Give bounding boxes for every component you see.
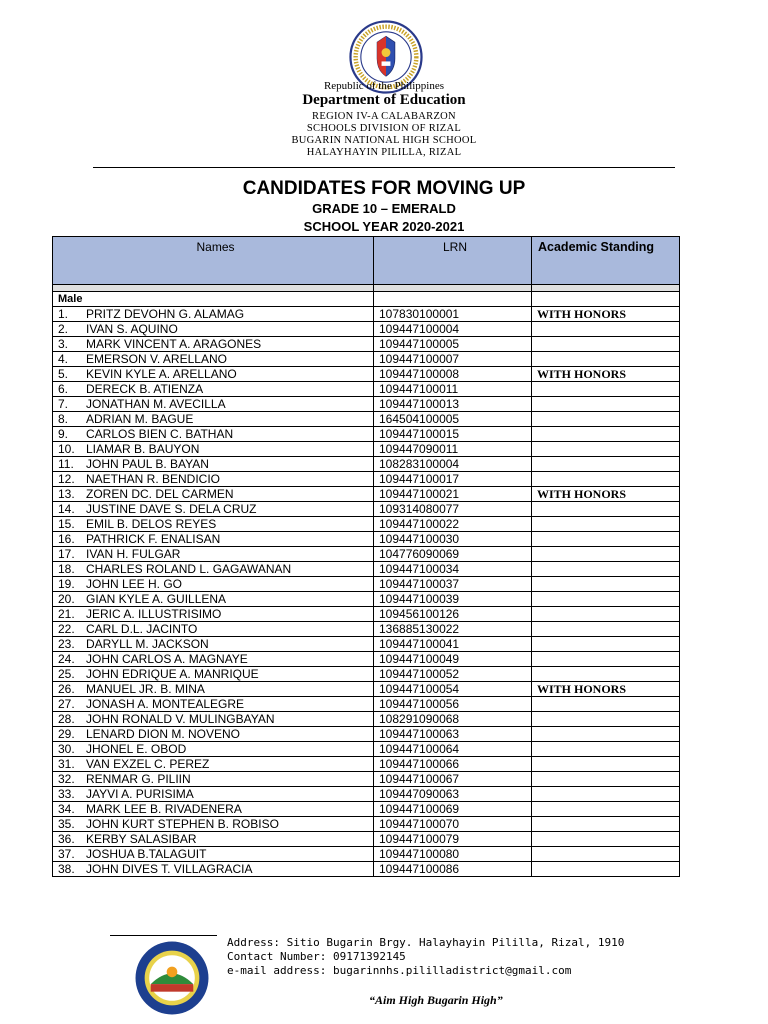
lrn-cell: 109447100067 bbox=[374, 772, 532, 787]
table-row bbox=[53, 427, 680, 442]
lrn-cell: 164504100005 bbox=[374, 412, 532, 427]
header-divider bbox=[93, 167, 675, 168]
table-row bbox=[53, 397, 680, 412]
student-name-cell bbox=[53, 412, 374, 427]
row-number: 14. bbox=[58, 502, 75, 516]
academic-standing-cell bbox=[532, 322, 680, 337]
student-name: NAETHAN R. BENDICIO bbox=[86, 472, 221, 486]
academic-standing-cell bbox=[532, 517, 680, 532]
row-number: 2. bbox=[58, 322, 69, 336]
row-number: 24. bbox=[58, 652, 75, 666]
lrn-cell: 109447100034 bbox=[374, 562, 532, 577]
lrn-cell: 109447100052 bbox=[374, 667, 532, 682]
lrn-cell: 108291090068 bbox=[374, 712, 532, 727]
student-name-cell bbox=[53, 442, 374, 457]
academic-standing-cell bbox=[532, 832, 680, 847]
table-row bbox=[53, 802, 680, 817]
student-name-cell bbox=[53, 862, 374, 877]
student-name-cell bbox=[53, 427, 374, 442]
student-name: PATHRICK F. ENALISAN bbox=[86, 532, 221, 546]
student-name: EMIL B. DELOS REYES bbox=[86, 517, 217, 531]
student-name-cell bbox=[53, 787, 374, 802]
table-row bbox=[53, 382, 680, 397]
student-name: KEVIN KYLE A. ARELLANO bbox=[86, 367, 237, 381]
academic-standing-cell bbox=[532, 622, 680, 637]
table-row bbox=[53, 487, 680, 502]
lrn-cell: 109447100063 bbox=[374, 727, 532, 742]
student-name-cell bbox=[53, 367, 374, 382]
table-row bbox=[53, 442, 680, 457]
table-row bbox=[53, 667, 680, 682]
footer-address: Address: Sitio Bugarin Brgy. Halayhayin Pililla, Rizal, 1910 bbox=[227, 936, 625, 949]
row-number: 7. bbox=[58, 397, 69, 411]
student-name: JHONEL E. OBOD bbox=[86, 742, 187, 756]
lrn-cell: 109314080077 bbox=[374, 502, 532, 517]
location-line: HALAYHAYIN PILILLA, RIZAL bbox=[306, 147, 462, 158]
republic-line: Republic of the Philippines bbox=[323, 80, 445, 92]
column-header-standing: Academic Standing bbox=[532, 237, 680, 285]
student-name-cell bbox=[53, 802, 374, 817]
academic-standing-cell: WITH HONORS bbox=[532, 682, 680, 697]
table-row bbox=[53, 757, 680, 772]
row-number: 11. bbox=[58, 457, 74, 471]
student-name-cell bbox=[53, 847, 374, 862]
student-name: DERECK B. ATIENZA bbox=[86, 382, 204, 396]
table-row bbox=[53, 472, 680, 487]
row-number: 27. bbox=[58, 697, 75, 711]
lrn-cell: 109447100064 bbox=[374, 742, 532, 757]
lrn-cell: 109447100070 bbox=[374, 817, 532, 832]
student-name-cell bbox=[53, 667, 374, 682]
row-number: 9. bbox=[58, 427, 69, 441]
academic-standing-cell: WITH HONORS bbox=[532, 307, 680, 322]
row-number: 36. bbox=[58, 832, 75, 846]
row-number: 33. bbox=[58, 787, 75, 801]
table-row bbox=[53, 652, 680, 667]
table-row bbox=[53, 532, 680, 547]
academic-standing-cell bbox=[532, 427, 680, 442]
academic-standing-cell bbox=[532, 337, 680, 352]
footer-contact: Contact Number: 09171392145 bbox=[227, 950, 406, 963]
row-number: 16. bbox=[58, 532, 75, 546]
table-row bbox=[53, 457, 680, 472]
lrn-cell: 109447100041 bbox=[374, 637, 532, 652]
student-name-cell bbox=[53, 577, 374, 592]
academic-standing-cell bbox=[532, 607, 680, 622]
lrn-cell: 107830100001 bbox=[374, 307, 532, 322]
student-name-cell bbox=[53, 757, 374, 772]
lrn-cell: 109447100086 bbox=[374, 862, 532, 877]
academic-standing-cell bbox=[532, 472, 680, 487]
lrn-cell: 109447100015 bbox=[374, 427, 532, 442]
candidates-table bbox=[52, 236, 680, 877]
student-name: DARYLL M. JACKSON bbox=[86, 637, 209, 651]
student-name: EMERSON V. ARELLANO bbox=[86, 352, 227, 366]
academic-standing-cell bbox=[532, 667, 680, 682]
row-number: 30. bbox=[58, 742, 75, 756]
table-row bbox=[53, 577, 680, 592]
lrn-cell: 109447100056 bbox=[374, 697, 532, 712]
academic-standing-cell bbox=[532, 787, 680, 802]
student-name: VAN EXZEL C. PEREZ bbox=[86, 757, 210, 771]
student-name-cell bbox=[53, 322, 374, 337]
table-row bbox=[53, 307, 680, 322]
row-number: 20. bbox=[58, 592, 75, 606]
student-name: IVAN H. FULGAR bbox=[86, 547, 181, 561]
row-number: 10. bbox=[58, 442, 75, 456]
table-row bbox=[53, 637, 680, 652]
academic-standing-cell bbox=[532, 727, 680, 742]
table-row bbox=[53, 817, 680, 832]
row-number: 6. bbox=[58, 382, 69, 396]
student-name-cell bbox=[53, 817, 374, 832]
academic-standing-cell bbox=[532, 637, 680, 652]
student-name-cell bbox=[53, 547, 374, 562]
lrn-cell: 109447100030 bbox=[374, 532, 532, 547]
student-name: ADRIAN M. BAGUE bbox=[86, 412, 194, 426]
lrn-cell: 109447100011 bbox=[374, 382, 532, 397]
table-row bbox=[53, 337, 680, 352]
lrn-cell: 136885130022 bbox=[374, 622, 532, 637]
student-name: JONASH A. MONTEALEGRE bbox=[86, 697, 245, 711]
student-name-cell bbox=[53, 337, 374, 352]
table-row bbox=[53, 607, 680, 622]
student-name-cell bbox=[53, 742, 374, 757]
student-name: JUSTINE DAVE S. DELA CRUZ bbox=[86, 502, 257, 516]
row-number: 26. bbox=[58, 682, 75, 696]
academic-standing-cell bbox=[532, 382, 680, 397]
academic-standing-cell bbox=[532, 397, 680, 412]
student-name: MARK VINCENT A. ARAGONES bbox=[86, 337, 262, 351]
row-number: 12. bbox=[58, 472, 75, 486]
table-row bbox=[53, 622, 680, 637]
table-row bbox=[53, 502, 680, 517]
row-number: 23. bbox=[58, 637, 75, 651]
table-row bbox=[53, 712, 680, 727]
student-name: MARK LEE B. RIVADENERA bbox=[86, 802, 242, 816]
student-name-cell bbox=[53, 832, 374, 847]
student-name: JOSHUA B.TALAGUIT bbox=[86, 847, 207, 861]
table-row bbox=[53, 742, 680, 757]
student-name-cell bbox=[53, 457, 374, 472]
student-name-cell bbox=[53, 472, 374, 487]
table-row bbox=[53, 727, 680, 742]
row-number: 22. bbox=[58, 622, 75, 636]
row-number: 17. bbox=[58, 547, 75, 561]
academic-standing-cell bbox=[532, 577, 680, 592]
row-number: 3. bbox=[58, 337, 69, 351]
row-number: 18. bbox=[58, 562, 75, 576]
academic-standing-cell bbox=[532, 772, 680, 787]
lrn-cell: 108283100004 bbox=[374, 457, 532, 472]
school-line: BUGARIN NATIONAL HIGH SCHOOL bbox=[291, 135, 477, 146]
student-name: LIAMAR B. BAUYON bbox=[86, 442, 200, 456]
student-name-cell bbox=[53, 727, 374, 742]
student-name-cell bbox=[53, 682, 374, 697]
academic-standing-cell bbox=[532, 802, 680, 817]
academic-standing-cell bbox=[532, 502, 680, 517]
academic-standing-cell bbox=[532, 847, 680, 862]
column-header-names: Names bbox=[53, 237, 374, 285]
row-number: 29. bbox=[58, 727, 75, 741]
lrn-cell: 109447100079 bbox=[374, 832, 532, 847]
row-number: 25. bbox=[58, 667, 75, 681]
student-name: LENARD DION M. NOVENO bbox=[86, 727, 241, 741]
footer-email[interactable]: e-mail address: bugarinnhs.pililladistrict@gmail.com bbox=[227, 964, 572, 977]
table-row bbox=[53, 697, 680, 712]
school-motto: “Aim High Bugarin High” bbox=[369, 993, 503, 1007]
lrn-cell: 109447100017 bbox=[374, 472, 532, 487]
student-name: KERBY SALASIBAR bbox=[86, 832, 197, 846]
lrn-cell: 109447100039 bbox=[374, 592, 532, 607]
region-line: REGION IV-A CALABARZON bbox=[312, 111, 456, 122]
student-name-cell bbox=[53, 652, 374, 667]
row-number: 32. bbox=[58, 772, 75, 786]
row-number: 4. bbox=[58, 352, 69, 366]
table-row bbox=[53, 682, 680, 697]
school-year: SCHOOL YEAR 2020-2021 bbox=[303, 219, 465, 234]
row-number: 28. bbox=[58, 712, 75, 726]
lrn-cell: 109447100021 bbox=[374, 487, 532, 502]
student-name-cell bbox=[53, 352, 374, 367]
academic-standing-cell bbox=[532, 442, 680, 457]
table-row bbox=[53, 547, 680, 562]
student-name: PRITZ DEVOHN G. ALAMAG bbox=[86, 307, 245, 321]
lrn-cell: 109456100126 bbox=[374, 607, 532, 622]
lrn-cell: 109447100005 bbox=[374, 337, 532, 352]
academic-standing-cell bbox=[532, 862, 680, 877]
row-number: 37. bbox=[58, 847, 75, 861]
student-name-cell bbox=[53, 517, 374, 532]
table-row bbox=[53, 352, 680, 367]
lrn-cell: 109447100008 bbox=[374, 367, 532, 382]
student-name-cell bbox=[53, 502, 374, 517]
student-name-cell bbox=[53, 307, 374, 322]
table-row bbox=[53, 322, 680, 337]
academic-standing-cell bbox=[532, 532, 680, 547]
table-header-row bbox=[53, 237, 680, 285]
separator-row bbox=[53, 285, 680, 292]
lrn-cell: 109447100049 bbox=[374, 652, 532, 667]
student-name-cell bbox=[53, 532, 374, 547]
student-name-cell bbox=[53, 622, 374, 637]
table-row bbox=[53, 412, 680, 427]
student-name-cell bbox=[53, 592, 374, 607]
academic-standing-cell bbox=[532, 742, 680, 757]
row-number: 15. bbox=[58, 517, 75, 531]
row-number: 21. bbox=[58, 607, 75, 621]
school-logo bbox=[134, 940, 210, 1016]
lrn-cell: 109447090063 bbox=[374, 787, 532, 802]
student-name-cell bbox=[53, 562, 374, 577]
academic-standing-cell bbox=[532, 712, 680, 727]
academic-standing-cell bbox=[532, 817, 680, 832]
lrn-cell: 109447100004 bbox=[374, 322, 532, 337]
student-name-cell bbox=[53, 397, 374, 412]
lrn-cell: 109447100037 bbox=[374, 577, 532, 592]
student-name: CARLOS BIEN C. BATHAN bbox=[86, 427, 234, 441]
student-name: JERIC A. ILLUSTRISIMO bbox=[86, 607, 222, 621]
student-name-cell bbox=[53, 487, 374, 502]
row-number: 8. bbox=[58, 412, 69, 426]
academic-standing-cell bbox=[532, 457, 680, 472]
academic-standing-cell bbox=[532, 352, 680, 367]
table-row bbox=[53, 862, 680, 877]
academic-standing-cell bbox=[532, 547, 680, 562]
grade-section: GRADE 10 – EMERALD bbox=[312, 201, 456, 216]
student-name: JOHN DIVES T. VILLAGRACIA bbox=[86, 862, 253, 876]
row-number: 1. bbox=[58, 307, 69, 321]
group-row bbox=[53, 292, 680, 307]
row-number: 35. bbox=[58, 817, 75, 831]
lrn-cell: 109447100054 bbox=[374, 682, 532, 697]
table-row bbox=[53, 772, 680, 787]
student-name: MANUEL JR. B. MINA bbox=[86, 682, 205, 696]
student-name-cell bbox=[53, 382, 374, 397]
table-row bbox=[53, 847, 680, 862]
table-row bbox=[53, 787, 680, 802]
department-name: Department of Education bbox=[302, 92, 466, 108]
table-row bbox=[53, 517, 680, 532]
student-name: JOHN KURT STEPHEN B. ROBISO bbox=[86, 817, 279, 831]
page-title: CANDIDATES FOR MOVING UP bbox=[242, 178, 526, 199]
footer-divider bbox=[110, 935, 217, 936]
student-name: IVAN S. AQUINO bbox=[86, 322, 178, 336]
row-number: 5. bbox=[58, 367, 69, 381]
student-name-cell bbox=[53, 712, 374, 727]
lrn-cell: 104776090069 bbox=[374, 547, 532, 562]
academic-standing-cell bbox=[532, 652, 680, 667]
lrn-cell: 109447100022 bbox=[374, 517, 532, 532]
table-row bbox=[53, 562, 680, 577]
student-name-cell bbox=[53, 607, 374, 622]
student-name: JAYVI A. PURISIMA bbox=[86, 787, 194, 801]
row-number: 19. bbox=[58, 577, 75, 591]
academic-standing-cell: WITH HONORS bbox=[532, 487, 680, 502]
column-header-lrn: LRN bbox=[374, 237, 532, 285]
student-name: ZOREN DC. DEL CARMEN bbox=[86, 487, 234, 501]
student-name: JOHN CARLOS A. MAGNAYE bbox=[86, 652, 248, 666]
lrn-cell: 109447090011 bbox=[374, 442, 532, 457]
group-label: Male bbox=[53, 292, 374, 307]
academic-standing-cell bbox=[532, 562, 680, 577]
lrn-cell: 109447100069 bbox=[374, 802, 532, 817]
academic-standing-cell bbox=[532, 697, 680, 712]
table-row bbox=[53, 592, 680, 607]
division-line: SCHOOLS DIVISION OF RIZAL bbox=[306, 123, 462, 134]
row-number: 31. bbox=[58, 757, 75, 771]
student-name-cell bbox=[53, 772, 374, 787]
student-name: JOHN RONALD V. MULINGBAYAN bbox=[86, 712, 275, 726]
student-name: CARL D.L. JACINTO bbox=[86, 622, 198, 636]
lrn-cell: 109447100080 bbox=[374, 847, 532, 862]
student-name: JOHN EDRIQUE A. MANRIQUE bbox=[86, 667, 259, 681]
academic-standing-cell bbox=[532, 592, 680, 607]
academic-standing-cell bbox=[532, 412, 680, 427]
student-name-cell bbox=[53, 637, 374, 652]
student-name: JOHN LEE H. GO bbox=[86, 577, 183, 591]
student-name: RENMAR G. PILIIN bbox=[86, 772, 191, 786]
student-name-cell bbox=[53, 697, 374, 712]
row-number: 34. bbox=[58, 802, 75, 816]
row-number: 13. bbox=[58, 487, 75, 501]
row-number: 38. bbox=[58, 862, 75, 876]
lrn-cell: 109447100007 bbox=[374, 352, 532, 367]
academic-standing-cell bbox=[532, 757, 680, 772]
academic-standing-cell: WITH HONORS bbox=[532, 367, 680, 382]
student-name: JOHN PAUL B. BAYAN bbox=[86, 457, 209, 471]
table-row bbox=[53, 832, 680, 847]
lrn-cell: 109447100066 bbox=[374, 757, 532, 772]
student-name: GIAN KYLE A. GUILLENA bbox=[86, 592, 227, 606]
table-row bbox=[53, 367, 680, 382]
student-name: CHARLES ROLAND L. GAGAWANAN bbox=[86, 562, 292, 576]
student-name: JONATHAN M. AVECILLA bbox=[86, 397, 226, 411]
lrn-cell: 109447100013 bbox=[374, 397, 532, 412]
